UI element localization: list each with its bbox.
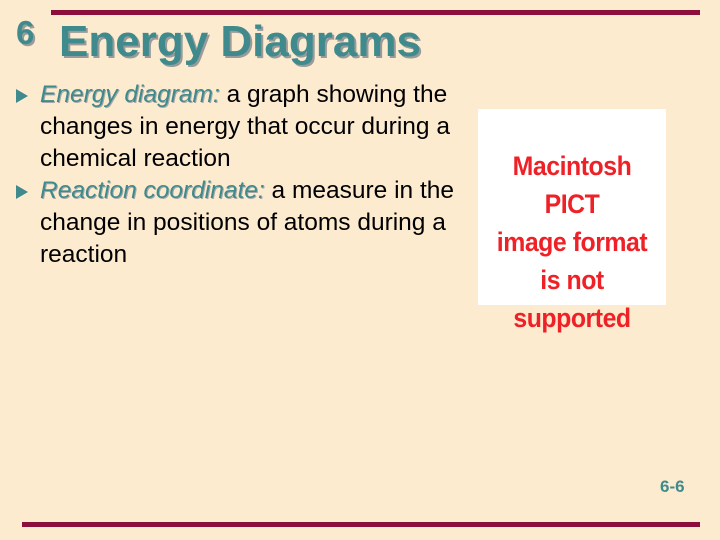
bullet-list <box>16 79 476 271</box>
placeholder-line-2: image format <box>496 227 648 257</box>
bottom-divider <box>22 522 700 527</box>
bullet-reaction-coordinate <box>16 175 476 271</box>
bullet-energy-diagram <box>16 79 476 175</box>
slide-title: Energy Diagrams <box>59 17 421 66</box>
triangle-bullet-icon <box>16 185 28 199</box>
bullet-definition: a measure in the change in positions of atoms during a reaction <box>40 177 455 268</box>
unsupported-image-placeholder <box>478 109 666 333</box>
placeholder-line-1: Macintosh PICT <box>512 151 632 219</box>
bullet-term: Energy diagram: <box>40 81 220 108</box>
placeholder-line-3: is not supported <box>513 265 631 333</box>
chapter-number: 6 <box>16 14 35 51</box>
bullet-definition: a graph showing the changes in energy that occur during a chemical reaction <box>40 81 450 172</box>
top-divider <box>51 10 700 15</box>
placeholder-message <box>486 147 659 337</box>
triangle-bullet-icon <box>16 89 28 103</box>
bullet-term: Reaction coordinate: <box>40 177 265 204</box>
page-number: 6-6 <box>660 477 685 496</box>
